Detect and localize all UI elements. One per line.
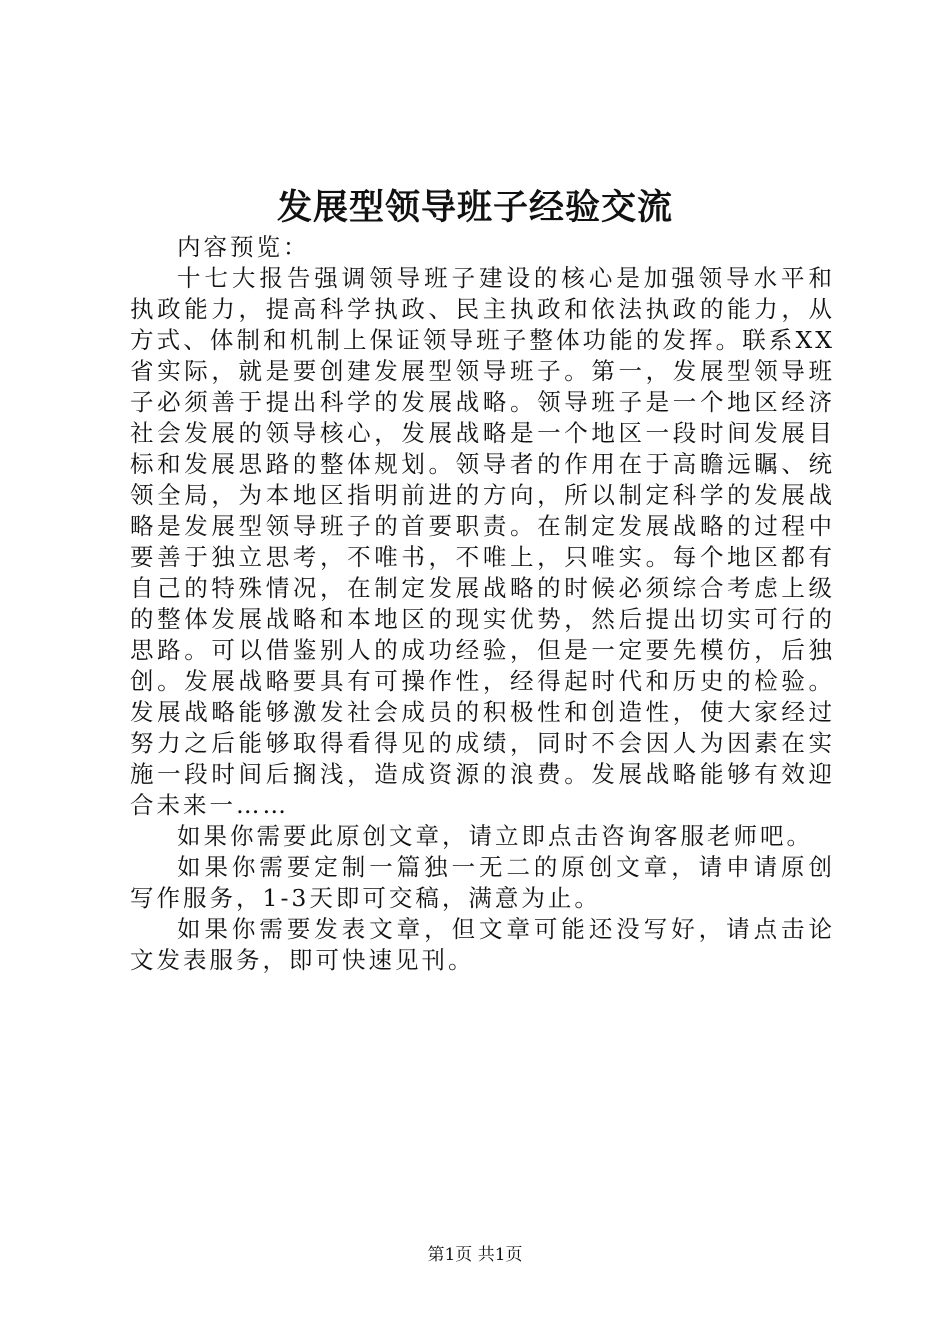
document-body <box>130 232 835 976</box>
main-paragraph: 十七大报告强调领导班子建设的核心是加强领导水平和执政能力，提高科学执政、民主执政和依法执政的能力，从方式、体制和机制上保证领导班子整体功能的发挥。联系XX省实际，就是要创建发展型领导班子。第一，发展型领导班子必须善于提出科学的发展战略。领导班子是一个地区经济社会发展的领导核心，发展战略是一个地区一段时间发展目标和发展思路的整体规划。领导者的作用在于高瞻远瞩、统领全局，为本地区指明前进的方向，所以制定科学的发展战略是发展型领导班子的首要职责。在制定发展战略的过程中要善于独立思考，不唯书，不唯上，只唯实。每个地区都有自己的特殊情况，在制定发展战略的时候必须综合考虑上级的整体发展战略和本地区的现实优势，然后提出切实可行的思路。可以借鉴别人的成功经验，但是一定要先模仿，后独创。发展战略要具有可操作性，经得起时代和历史的检验。发展战略能够激发社会成员的积极性和创造性，使大家经过努力之后能够取得看得见的成绩，同时不会因人为因素在实施一段时间后搁浅，造成资源的浪费。发展战略能够有效迎合未来一…… <box>130 264 835 819</box>
page-footer: 第1页 共1页 <box>427 1245 523 1265</box>
preview-label: 内容预览： <box>177 233 310 261</box>
notice-paragraph-publishing: 如果你需要发表文章，但文章可能还没写好，请点击论文发表服务，即可快速见刊。 <box>130 915 835 974</box>
page-title: 发展型领导班子经验交流 <box>276 187 673 228</box>
notice-paragraph-consult: 如果你需要此原创文章，请立即点击咨询客服老师吧。 <box>177 822 813 850</box>
notice-paragraph-custom-writing: 如果你需要定制一篇独一无二的原创文章，请申请原创写作服务，1-3天即可交稿，满意为止。 <box>130 853 835 912</box>
